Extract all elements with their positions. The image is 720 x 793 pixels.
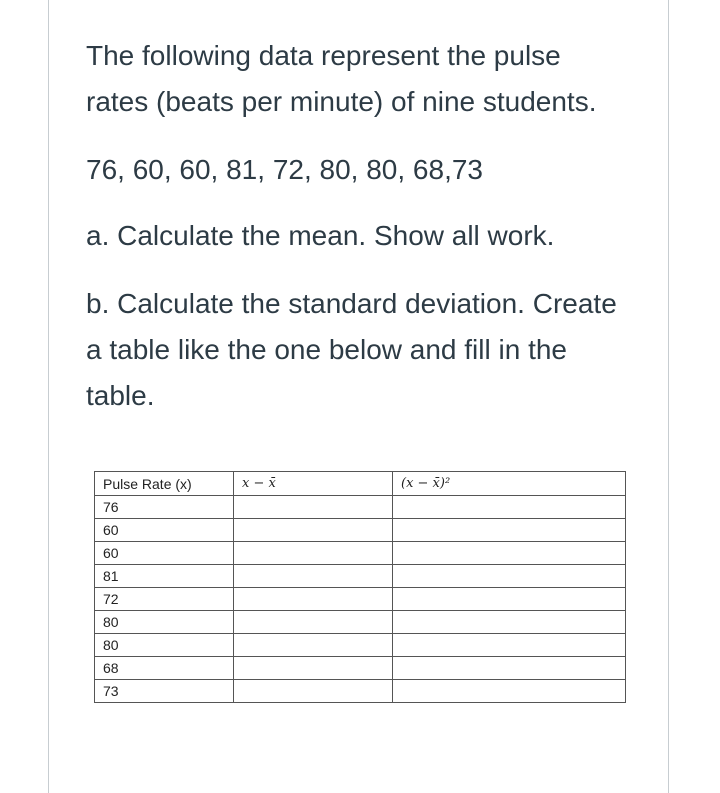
question-intro: The following data represent the pulse rates (beats per minute) of nine students.	[86, 40, 597, 117]
pulse-value: 81	[95, 565, 234, 588]
pulse-value: 80	[95, 634, 234, 657]
squared-deviation-cell	[393, 542, 626, 565]
table-row	[95, 611, 626, 634]
part-a-prompt: a. Calculate the mean. Show all work.	[86, 220, 555, 251]
table-header-row	[95, 472, 626, 496]
deviation-cell	[234, 519, 393, 542]
squared-deviation-cell	[393, 588, 626, 611]
header-pulse-rate: Pulse Rate (x)	[95, 472, 234, 496]
squared-deviation-cell	[393, 611, 626, 634]
squared-deviation-cell	[393, 634, 626, 657]
header-deviation: x − x̄	[234, 472, 393, 496]
deviation-cell	[234, 657, 393, 680]
pulse-value: 68	[95, 657, 234, 680]
squared-deviation-cell	[393, 496, 626, 519]
deviation-cell	[234, 634, 393, 657]
deviation-cell	[234, 565, 393, 588]
part-b-prompt: b. Calculate the standard deviation. Create a table like the one below and fill in the table.	[86, 288, 617, 411]
table-row	[95, 519, 626, 542]
deviation-cell	[234, 496, 393, 519]
table-row	[95, 634, 626, 657]
pulse-value: 76	[95, 496, 234, 519]
header-squared-deviation: (x − x̄)²	[393, 472, 626, 496]
squared-deviation-cell	[393, 565, 626, 588]
pulse-value: 60	[95, 542, 234, 565]
table-row	[95, 680, 626, 703]
pulse-value: 60	[95, 519, 234, 542]
pulse-value: 73	[95, 680, 234, 703]
table-row	[95, 657, 626, 680]
table-row	[95, 496, 626, 519]
table-row	[95, 588, 626, 611]
squared-deviation-cell	[393, 519, 626, 542]
table-row	[95, 565, 626, 588]
pulse-value: 72	[95, 588, 234, 611]
squared-deviation-cell	[393, 657, 626, 680]
deviation-cell	[234, 680, 393, 703]
pulse-rate-table	[94, 471, 626, 703]
deviation-cell	[234, 611, 393, 634]
data-values: 76, 60, 60, 81, 72, 80, 80, 68,73	[86, 154, 483, 185]
question-body	[86, 33, 646, 419]
table-row	[95, 542, 626, 565]
squared-deviation-cell	[393, 680, 626, 703]
deviation-cell	[234, 542, 393, 565]
deviation-cell	[234, 588, 393, 611]
pulse-value: 80	[95, 611, 234, 634]
